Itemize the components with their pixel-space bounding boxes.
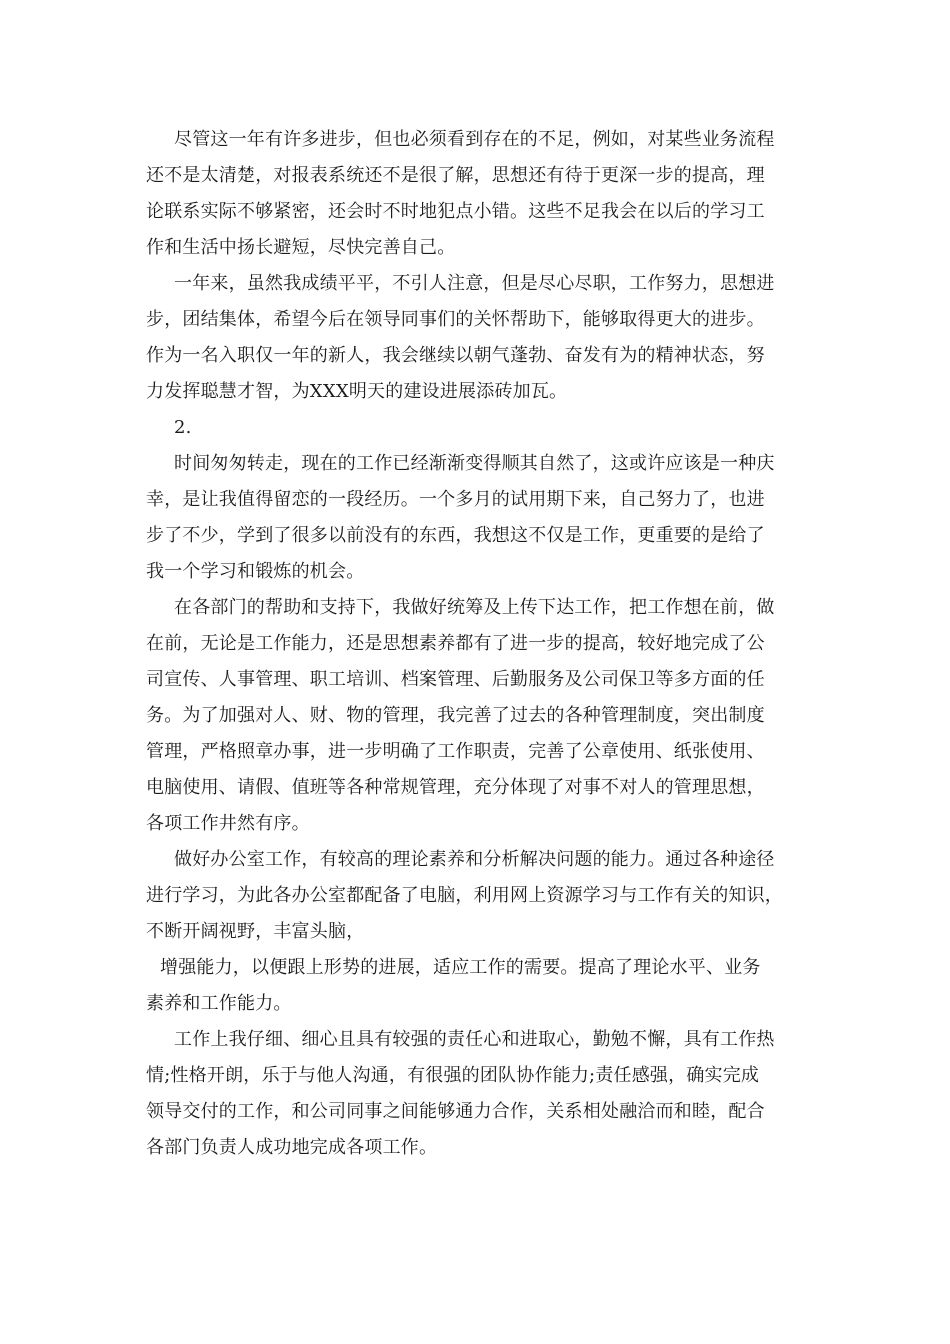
text-line: 作和生活中扬长避短，尽快完善自己。	[146, 237, 456, 258]
text-line: 尽管这一年有许多进步，但也必须看到存在的不足，例如，对某些业务流程	[174, 129, 775, 150]
text-line: 步了不少，学到了很多以前没有的东西，我想这不仅是工作，更重要的是给了	[146, 525, 765, 546]
text-line: 电脑使用、请假、值班等各种常规管理，充分体现了对事不对人的管理思想，	[146, 777, 765, 798]
text-line: 各部门负责人成功地完成各项工作。	[146, 1137, 438, 1158]
text-line: 论联系实际不够紧密，还会时不时地犯点小错。这些不足我会在以后的学习工	[146, 201, 765, 222]
text-line: 我一个学习和锻炼的机会。	[146, 561, 365, 582]
text-line: 幸，是让我值得留恋的一段经历。一个多月的试用期下来，自己努力了，也进	[146, 489, 765, 510]
text-line: 领导交付的工作，和公司同事之间能够通力合作，关系相处融洽而和睦，配合	[146, 1101, 765, 1122]
text-line: 各项工作井然有序。	[146, 813, 310, 834]
text-line: 在各部门的帮助和支持下，我做好统筹及上传下达工作，把工作想在前，做	[174, 597, 775, 618]
text-line: 进行学习，为此各办公室都配备了电脑，利用网上资源学习与工作有关的知识，	[146, 885, 783, 906]
text-line: 时间匆匆转走，现在的工作已经渐渐变得顺其自然了，这或许应该是一种庆	[174, 453, 775, 474]
text-line: 务。为了加强对人、财、物的管理，我完善了过去的各种管理制度，突出制度	[146, 705, 765, 726]
text-line: 素养和工作能力。	[146, 993, 292, 1014]
text-line: 力发挥聪慧才智，为XXX明天的建设进展添砖加瓦。	[146, 381, 568, 402]
text-line: 还不是太清楚，对报表系统还不是很了解，思想还有待于更深一步的提高，理	[146, 165, 765, 186]
text-line: 做好办公室工作，有较高的理论素养和分析解决问题的能力。通过各种途径	[174, 849, 775, 870]
text-line: 步，团结集体，希望今后在领导同事们的关怀帮助下，能够取得更大的进步。	[146, 309, 765, 330]
section-number: 2.	[174, 417, 192, 438]
text-line: 情;性格开朗，乐于与他人沟通，有很强的团队协作能力;责任感强，确实完成	[146, 1065, 760, 1086]
text-line: 管理，严格照章办事，进一步明确了工作职责，完善了公章使用、纸张使用、	[146, 741, 765, 762]
text-line: 工作上我仔细、细心且具有较强的责任心和进取心，勤勉不懈，具有工作热	[174, 1029, 775, 1050]
text-line: 司宣传、人事管理、职工培训、档案管理、后勤服务及公司保卫等多方面的任	[146, 669, 765, 690]
text-line: 不断开阔视野，丰富头脑，	[146, 921, 365, 942]
text-line: 在前，无论是工作能力，还是思想素养都有了进一步的提高，较好地完成了公	[146, 633, 765, 654]
text-line: 一年来，虽然我成绩平平，不引人注意，但是尽心尽职，工作努力，思想进	[174, 273, 775, 294]
text-line: 增强能力，以便跟上形势的进展，适应工作的需要。提高了理论水平、业务	[160, 957, 761, 978]
text-line: 作为一名入职仅一年的新人，我会继续以朝气蓬勃、奋发有为的精神状态，努	[146, 345, 765, 366]
